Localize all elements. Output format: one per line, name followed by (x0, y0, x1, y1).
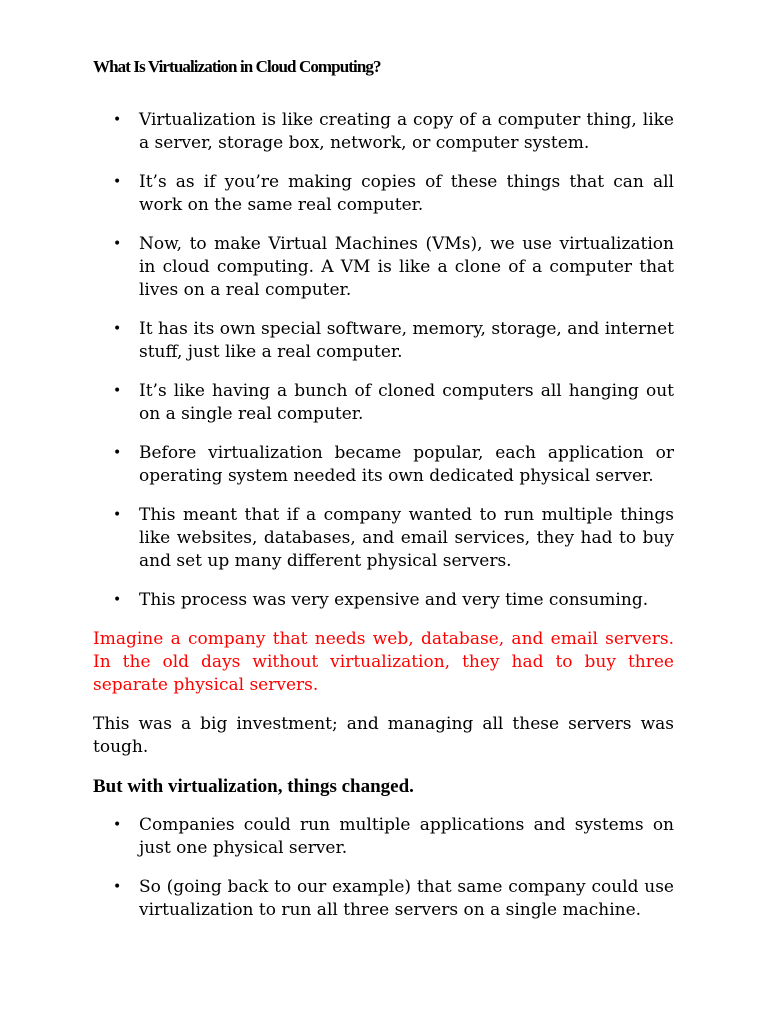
list-item (113, 504, 674, 573)
list-item-text: Before virtualization became popular, each application or operating system needed its own dedicated physical server. (139, 443, 674, 486)
example-paragraph: Imagine a company that needs web, database, and email servers. In the old days without virtualization, they had to buy three separate physical servers. (93, 629, 674, 695)
list-item-text: This process was very expensive and very time consuming. (139, 590, 649, 610)
list-item (113, 442, 674, 488)
list-item (113, 171, 674, 217)
bullet-icon: • (113, 879, 122, 895)
list-item-text: Companies could run multiple applications and systems on just one physical server. (139, 815, 674, 858)
list-item (113, 318, 674, 364)
list-item (113, 589, 674, 612)
list-item-text: Virtualization is like creating a copy of a computer thing, like a server, storage box, network, or computer system. (139, 110, 674, 153)
list-item (113, 109, 674, 155)
document-title: What Is Virtualization in Cloud Computing? (93, 57, 381, 76)
bullet-icon: • (113, 507, 122, 523)
section-heading: But with virtualization, things changed. (93, 776, 414, 797)
bullet-icon: • (113, 445, 122, 461)
bullet-list-benefits (93, 814, 674, 922)
list-item (113, 876, 674, 922)
bullet-icon: • (113, 174, 122, 190)
bullet-icon: • (113, 236, 122, 252)
list-item-text: Now, to make Virtual Machines (VMs), we use virtualization in cloud computing. A VM is like a clone of a computer that lives on a real computer. (139, 234, 674, 300)
list-item-text: So (going back to our example) that same company could use virtualization to run all three servers on a single machine. (139, 877, 674, 920)
investment-paragraph: This was a big investment; and managing all these servers was tough. (93, 714, 674, 757)
bullet-icon: • (113, 592, 122, 608)
list-item-text: It’s like having a bunch of cloned computers all hanging out on a single real computer. (139, 381, 674, 424)
bullet-icon: • (113, 383, 122, 399)
list-item (113, 814, 674, 860)
bullet-icon: • (113, 817, 122, 833)
list-item-text: It has its own special software, memory, storage, and internet stuff, just like a real computer. (139, 319, 674, 362)
bullet-icon: • (113, 112, 122, 128)
list-item (113, 380, 674, 426)
list-item (113, 233, 674, 302)
bullet-list-intro (93, 109, 674, 612)
bullet-icon: • (113, 321, 122, 337)
list-item-text: This meant that if a company wanted to run multiple things like websites, databases, and email services, they had to buy and set up many different physical servers. (139, 505, 674, 571)
list-item-text: It’s as if you’re making copies of these things that can all work on the same real computer. (139, 172, 674, 215)
